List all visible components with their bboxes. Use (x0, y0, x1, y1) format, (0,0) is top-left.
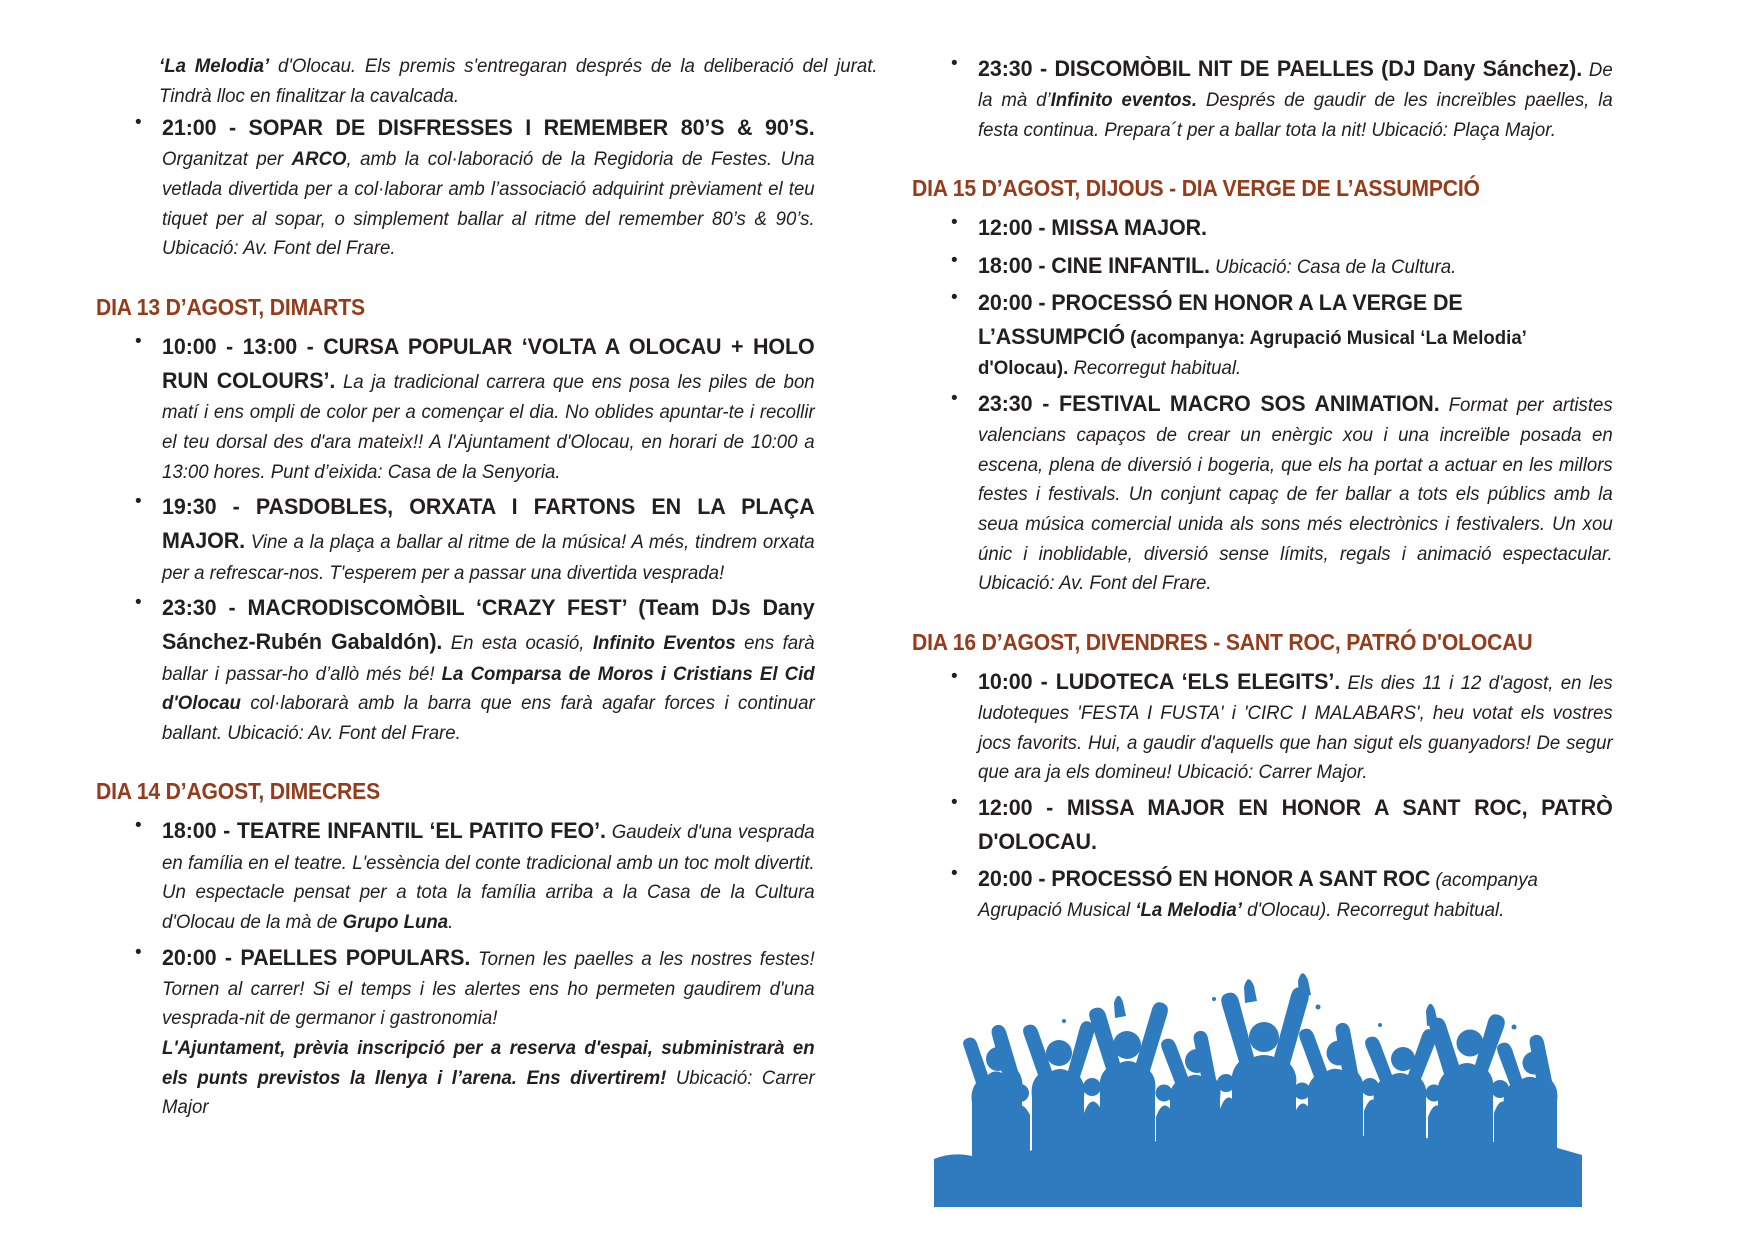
event-list-day-15 (894, 211, 1614, 598)
event-block (978, 387, 1613, 599)
day-heading-16: DIA 16 D’AGOST, DIVENDRES - SANT ROC, PATRÓ D'OLOCAU (912, 628, 1533, 655)
intro-text: d'Olocau. Els premis s'entregaran després de la deliberació del jurat. Tindrà lloc en finalitzar la cavalcada. (159, 55, 878, 107)
event-list-day-13 (96, 330, 816, 749)
event-desc-bold-1: Infinito eventos. (1050, 89, 1198, 112)
event-desc-part-1: De la mà d’ (978, 59, 1613, 112)
event-block (162, 814, 815, 937)
event-desc: Ubicació: Casa de la Cultura. (1209, 255, 1457, 278)
event-block (978, 791, 1613, 859)
event-title: 20:00 - PROCESSÓ EN HONOR A SANT ROC (978, 866, 1431, 892)
event-list-day-14 (96, 814, 816, 1122)
event-title: 12:00 - MISSA MAJOR EN HONOR A SANT ROC, PATRÒ D'OLOCAU. (978, 794, 1613, 855)
event-title: 18:00 - CINE INFANTIL. (978, 252, 1210, 278)
event-desc-part-2: d'Olocau). Recorregut habitual. (1241, 899, 1505, 922)
intro-paragraph (96, 52, 878, 111)
event-block (978, 286, 1613, 384)
event-note (162, 1034, 815, 1123)
event-desc-bold-1: Grupo Luna (342, 910, 449, 933)
event-block (162, 330, 815, 487)
event-desc-bold-2: La Comparsa de Moros i Cristians El Cid d'Olocau (162, 662, 815, 715)
event-note-bold: L'Ajuntament, prèvia inscripció per a reserva d'espai, subministrarà en els punts previstos la llenya i l’arena. Ens divertirem! (162, 1036, 815, 1089)
event-block (978, 249, 1613, 283)
event-list-day-16 (894, 665, 1614, 926)
event-block (162, 490, 815, 588)
list-item (96, 941, 816, 1123)
event-desc: Vine a la plaça a ballar al ritme de la música! A més, tindrem orxata per a refrescar-nos. T'esperem per a passar una divertida vesprada! (162, 531, 815, 584)
event-title: 18:00 - TEATRE INFANTIL ‘EL PATITO FEO’. (162, 818, 606, 844)
event-desc: Recorregut habitual. (1068, 357, 1242, 380)
event-title: 23:30 - MACRODISCOMÒBIL ‘CRAZY FEST’ (Team DJs Dany Sánchez-Rubén Gabaldón). (162, 595, 815, 655)
list-item (894, 249, 1614, 283)
day-heading-15: DIA 15 D’AGOST, DIJOUS - DIA VERGE DE L’ASSUMPCIÓ (912, 175, 1480, 202)
event-title: 10:00 - 13:00 - CURSA POPULAR ‘VOLTA A OLOCAU + HOLO RUN COLOURS’. (162, 333, 815, 394)
event-title: 23:30 - FESTIVAL MACRO SOS ANIMATION. (978, 390, 1440, 416)
event-desc-part-1: Gaudeix d'una vesprada en família en el teatre. L'essència del conte tradicional amb un toc molt divertit. Un espectacle pensat per a tota la família arriba a la Casa de la Cultura d'Olocau de la mà de (162, 821, 815, 933)
crowd-silhouette-icon (914, 907, 1604, 1207)
event-title: 12:00 - MISSA MAJOR. (978, 215, 1207, 241)
event-block (978, 52, 1613, 145)
list-item (96, 330, 816, 487)
event-desc: La ja tradicional carrera que ens posa les piles de bon matí i ens ompli de color per a començar el dia. No oblides apuntar-te i recollir el teu dorsal des d'ara mateix!! A l'Ajuntament d'Olocau, en horari de 10:00 a 13:00 hores. Punt d’eixida: Casa de la Senyoria. (162, 371, 815, 483)
event-block (162, 111, 815, 264)
event-desc-part-1: (acompanya Agrupació Musical (978, 869, 1538, 922)
list-item (894, 286, 1614, 384)
list-item (96, 814, 816, 937)
list-item (96, 591, 816, 748)
left-column (96, 52, 878, 1221)
event-block (978, 665, 1613, 788)
event-block (162, 941, 815, 1034)
carryover-event-list (96, 111, 816, 264)
right-column (894, 52, 1614, 1221)
day-heading-14: DIA 14 D’AGOST, DIMECRES (96, 778, 381, 805)
event-note-location: Ubicació: Carrer Major (162, 1066, 815, 1119)
event-desc-part-1: En esta ocasió, (442, 632, 593, 655)
event-desc-part-2: , amb la col·laboració de la Regidoria de Festes. Una vetlada divertida per a col·laborar amb l’associació adquirint prèviament el teu tiquet per al sopar, o simplement ballar al ritme del remember 80’s & 90’s. Ubicació: Av. Font del Frare. (162, 148, 815, 260)
event-desc-part-3: col·laborarà amb la barra que ens farà agafar forces i continuar ballant. Ubicació: Av. Font del Frare. (162, 692, 815, 744)
event-title: 20:00 - PROCESSÓ EN HONOR A LA VERGE DE L’ASSUMPCIÓ (978, 289, 1463, 350)
event-desc-part-2: ens farà ballar i passar-ho d’allò més bé! (162, 632, 815, 685)
list-item (894, 387, 1614, 599)
list-item (894, 52, 1614, 145)
event-block (162, 591, 815, 748)
event-title: 10:00 - LUDOTECA ‘ELS ELEGITS’. (978, 668, 1341, 694)
event-block (978, 211, 1613, 245)
list-item (894, 211, 1614, 245)
event-desc: Tornen les paelles a les nostres festes! Tornen al carrer! Si el temps i les alertes ens ho permeten gaudirem d'una vesprada-nit de germanor i gastronomia! (162, 947, 815, 1030)
event-desc: Els dies 11 i 12 d'agost, en les ludoteques 'FESTA I FUSTA' i 'CIRC I MALABARS', heu votat els vostres jocs favorits. Hui, a gaudir d'aquells que han sigut els guanyadors! De segur que ara ja els domineu! Ubicació: Carrer Major. (978, 671, 1613, 784)
carryover-event-list-right (894, 52, 1614, 145)
event-desc-part-2: Després de gaudir de les increïbles paelles, la festa continua. Prepara´t per a ballar tota la nit! Ubicació: Plaça Major. (978, 89, 1613, 141)
event-desc: Format per artistes valencians capaços de crear un enèrgic xou i una increïble posada en escena, plena de diversió i bogeria, que els ha portat a actuar en les millors festes i festivals. Un conjunt capaç de fer ballar a tots els públics amb la seua música comercial unida als sons més electrònics i festivalers. Un xou únic i inoblidable, diversió sense límits, regals i animació espectacular. Ubicació: Av. Font del Frare. (978, 393, 1613, 595)
event-desc-bold-1: Infinito Eventos (592, 632, 736, 655)
event-title: 21:00 - SOPAR DE DISFRESSES I REMEMBER 80’S & 90’S. (162, 115, 815, 141)
event-desc-bold-1: ARCO (291, 148, 347, 171)
event-desc-bold-1: ‘La Melodia’ (1135, 899, 1242, 922)
event-desc-part-1: Organitzat per (162, 148, 292, 171)
list-item (894, 665, 1614, 788)
list-item (96, 111, 816, 264)
list-item (894, 791, 1614, 859)
list-item (96, 490, 816, 588)
intro-bold-name: ‘La Melodia’ (159, 55, 270, 77)
event-title: 20:00 - PAELLES POPULARS. (162, 944, 471, 970)
event-title: 23:30 - DISCOMÒBIL NIT DE PAELLES (DJ Dany Sánchez). (978, 56, 1583, 81)
event-desc-part-2: . (448, 910, 454, 933)
day-heading-13: DIA 13 D’AGOST, DIMARTS (96, 293, 365, 320)
event-accompaniment: (acompanya: Agrupació Musical ‘La Melodia’ d'Olocau). (978, 327, 1526, 380)
event-title: 19:30 - PASDOBLES, ORXATA I FARTONS EN LA PLAÇA MAJOR. (162, 494, 815, 554)
